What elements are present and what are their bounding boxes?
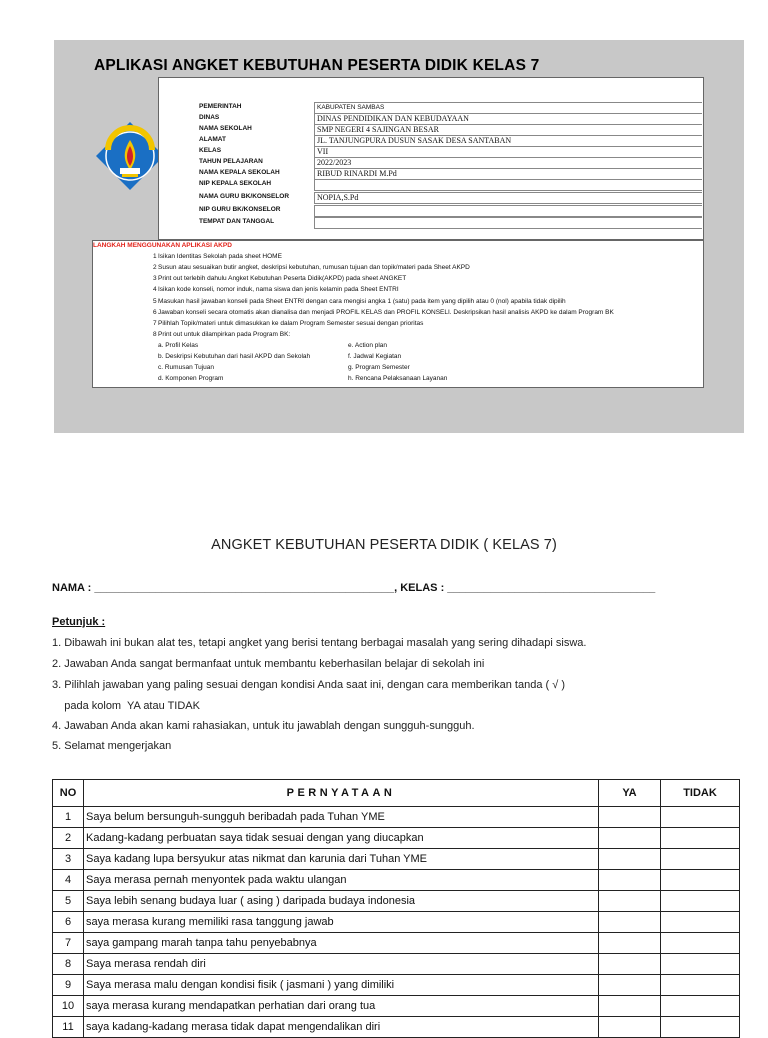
print-item: e. Action plan <box>348 342 388 349</box>
step-number: 1 <box>153 253 157 260</box>
row-number: 3 <box>53 849 84 870</box>
step-item <box>153 286 399 293</box>
info-value[interactable]: RIBUD RINARDI M.Pd <box>314 168 702 180</box>
tidak-cell[interactable] <box>661 828 740 849</box>
tidak-cell[interactable] <box>661 807 740 828</box>
print-item: h. Rencana Pelaksanaan Layanan <box>348 375 448 382</box>
step-number: 2 <box>153 264 157 271</box>
info-row <box>159 192 703 205</box>
petunjuk-line: 2. Jawaban Anda sangat bermanfaat untuk membantu keberhasilan belajar di sekolah ini <box>52 658 485 670</box>
petunjuk-line: pada kolom YA atau TIDAK <box>52 700 200 712</box>
ya-cell[interactable] <box>599 954 661 975</box>
petunjuk-title: Petunjuk : <box>52 616 106 628</box>
info-value[interactable] <box>314 205 702 217</box>
print-item: g. Program Semester <box>348 364 410 371</box>
info-value[interactable]: VII <box>314 146 702 158</box>
info-value[interactable]: NOPIA,S.Pd <box>314 192 702 204</box>
print-item: f. Jadwal Kegiatan <box>348 353 402 360</box>
step-number: 3 <box>153 275 157 282</box>
step-number: 6 <box>153 309 157 316</box>
info-row <box>159 179 703 192</box>
step-item <box>153 275 406 282</box>
header-pernyataan: PERNYATAAN <box>84 780 599 807</box>
info-label: NAMA KEPALA SEKOLAH <box>199 169 280 176</box>
petunjuk-line: 4. Jawaban Anda akan kami rahasiakan, untuk itu jawablah dengan sungguh-sungguh. <box>52 720 475 732</box>
row-number: 10 <box>53 996 84 1017</box>
step-item <box>153 320 423 327</box>
name-class-field[interactable]: NAMA : _________________________________________________, KELAS : __________________________________ <box>52 582 656 594</box>
header-tidak: TIDAK <box>661 780 740 807</box>
tidak-cell[interactable] <box>661 1017 740 1038</box>
print-item: d. Komponen Program <box>158 375 224 382</box>
print-item: c. Rumusan Tujuan <box>158 364 215 371</box>
row-number: 8 <box>53 954 84 975</box>
row-number: 9 <box>53 975 84 996</box>
row-statement: Saya lebih senang budaya luar ( asing ) daripada budaya indonesia <box>84 891 599 912</box>
table-header-row <box>53 780 740 807</box>
ya-cell[interactable] <box>599 828 661 849</box>
tut-wuri-handayani-logo-icon <box>94 120 166 192</box>
table-row <box>53 849 740 870</box>
row-statement: saya merasa kurang memiliki rasa tanggung jawab <box>84 912 599 933</box>
step-number: 8 <box>153 331 157 338</box>
info-value[interactable] <box>314 217 702 229</box>
info-label: DINAS <box>199 114 220 121</box>
school-info-box <box>158 77 704 240</box>
row-statement: saya gampang marah tanpa tahu penyebabnya <box>84 933 599 954</box>
ya-cell[interactable] <box>599 975 661 996</box>
petunjuk-line: 5. Selamat mengerjakan <box>52 740 172 752</box>
table-row <box>53 807 740 828</box>
tidak-cell[interactable] <box>661 870 740 891</box>
row-number: 4 <box>53 870 84 891</box>
step-text: Susun atau sesuaikan butir angket, deskripsi kebutuhan, rumusan tujuan dan topik/materi pada Sheet AKPD <box>158 264 470 271</box>
row-statement: Saya merasa rendah diri <box>84 954 599 975</box>
step-item <box>153 331 290 338</box>
table-row <box>53 933 740 954</box>
step-text: Isikan Identitas Sekolah pada sheet HOME <box>158 253 282 260</box>
ya-cell[interactable] <box>599 849 661 870</box>
tidak-cell[interactable] <box>661 954 740 975</box>
angket-title: ANGKET KEBUTUHAN PESERTA DIDIK ( KELAS 7) <box>211 537 557 553</box>
tidak-cell[interactable] <box>661 849 740 870</box>
info-label: NIP GURU BK/KONSELOR <box>199 206 281 213</box>
info-value[interactable]: JL. TANJUNGPURA DUSUN SASAK DESA SANTABAN <box>314 135 702 147</box>
row-statement: Saya kadang lupa bersyukur atas nikmat dan karunia dari Tuhan YME <box>84 849 599 870</box>
ya-cell[interactable] <box>599 912 661 933</box>
table-row <box>53 891 740 912</box>
table-row <box>53 975 740 996</box>
table-row <box>53 828 740 849</box>
step-number: 4 <box>153 286 157 293</box>
table-row <box>53 996 740 1017</box>
step-item <box>153 298 566 305</box>
row-statement: Saya merasa pernah menyontek pada waktu ulangan <box>84 870 599 891</box>
tidak-cell[interactable] <box>661 975 740 996</box>
row-number: 2 <box>53 828 84 849</box>
step-text: Print out untuk dilampirkan pada Program BK: <box>158 331 291 338</box>
step-number: 7 <box>153 320 157 327</box>
info-label: NAMA GURU BK/KONSELOR <box>199 193 290 200</box>
row-statement: Kadang-kadang perbuatan saya tidak sesuai dengan yang diucapkan <box>84 828 599 849</box>
steps-box <box>92 240 704 388</box>
tidak-cell[interactable] <box>661 912 740 933</box>
step-text: Pilihlah Topik/materi untuk dimasukkan ke dalam Program Semester sesuai dengan prioritas <box>158 320 424 327</box>
tidak-cell[interactable] <box>661 996 740 1017</box>
ya-cell[interactable] <box>599 1017 661 1038</box>
step-text: Jawaban konseli secara otomatis akan dianalisa dan menjadi PROFIL KELAS dan PROFIL KONSELI. Deskripsikan hasil analisis AKPD ke dalam Program BK <box>158 309 614 316</box>
info-value[interactable] <box>314 179 702 191</box>
ya-cell[interactable] <box>599 933 661 954</box>
tidak-cell[interactable] <box>661 933 740 954</box>
info-label: NIP KEPALA SEKOLAH <box>199 180 272 187</box>
info-row <box>159 217 703 230</box>
row-number: 1 <box>53 807 84 828</box>
info-value[interactable]: SMP NEGERI 4 SAJINGAN BESAR <box>314 124 702 136</box>
print-item: a. Profil Kelas <box>158 342 199 349</box>
petunjuk-line: 1. Dibawah ini bukan alat tes, tetapi angket yang berisi tentang berbagai masalah yang sering dihadapi siswa. <box>52 637 587 649</box>
info-value[interactable]: 2022/2023 <box>314 157 702 169</box>
step-text: Print out terlebih dahulu Angket Kebutuhan Peserta Didik(AKPD) pada sheet ANGKET <box>158 275 407 282</box>
header-no: NO <box>53 780 84 807</box>
step-number: 5 <box>153 298 157 305</box>
step-item <box>153 309 614 316</box>
ya-cell[interactable] <box>599 870 661 891</box>
step-item <box>153 253 282 260</box>
info-label: TAHUN PELAJARAN <box>199 158 263 165</box>
row-statement: saya kadang-kadang merasa tidak dapat mengendalikan diri <box>84 1017 599 1038</box>
row-number: 6 <box>53 912 84 933</box>
info-label: KELAS <box>199 147 222 154</box>
row-statement: Saya merasa malu dengan kondisi fisik ( jasmani ) yang dimiliki <box>84 975 599 996</box>
ya-cell[interactable] <box>599 807 661 828</box>
row-number: 11 <box>53 1017 84 1038</box>
questionnaire-table <box>52 779 740 1038</box>
step-item <box>153 264 470 271</box>
info-label: ALAMAT <box>199 136 226 143</box>
table-row <box>53 954 740 975</box>
row-number: 7 <box>53 933 84 954</box>
ya-cell[interactable] <box>599 996 661 1017</box>
petunjuk-line: 3. Pilihlah jawaban yang paling sesuai dengan kondisi Anda saat ini, dengan cara memberikan tanda ( √ ) <box>52 679 565 691</box>
step-text: Isikan kode konseli, nomor induk, nama siswa dan jenis kelamin pada Sheet ENTRI <box>158 286 399 293</box>
table-row <box>53 912 740 933</box>
header-ya: YA <box>599 780 661 807</box>
row-statement: Saya belum bersunguh-sungguh beribadah pada Tuhan YME <box>84 807 599 828</box>
info-value[interactable]: DINAS PENDIDIKAN DAN KEBUDAYAAN <box>314 113 702 125</box>
ya-cell[interactable] <box>599 891 661 912</box>
table-row <box>53 1017 740 1038</box>
steps-title: LANGKAH MENGGUNAKAN APLIKASI AKPD <box>93 242 232 249</box>
app-panel <box>54 40 744 433</box>
row-statement: saya merasa kurang mendapatkan perhatian dari orang tua <box>84 996 599 1017</box>
app-title: APLIKASI ANGKET KEBUTUHAN PESERTA DIDIK KELAS 7 <box>94 57 540 74</box>
print-item: b. Deskripsi Kebutuhan dari hasil AKPD dan Sekolah <box>158 353 311 360</box>
info-value[interactable]: KABUPATEN SAMBAS <box>314 102 702 114</box>
info-label: PEMERINTAH <box>199 103 242 110</box>
info-label: NAMA SEKOLAH <box>199 125 252 132</box>
table-row <box>53 870 740 891</box>
row-number: 5 <box>53 891 84 912</box>
tidak-cell[interactable] <box>661 891 740 912</box>
step-text: Masukan hasil jawaban konseli pada Sheet ENTRI dengan cara mengisi angka 1 (satu) pada item yang dipilih atau 0 (nol) apabila tidak dipilih <box>158 298 566 305</box>
info-label: TEMPAT DAN TANGGAL <box>199 218 275 225</box>
